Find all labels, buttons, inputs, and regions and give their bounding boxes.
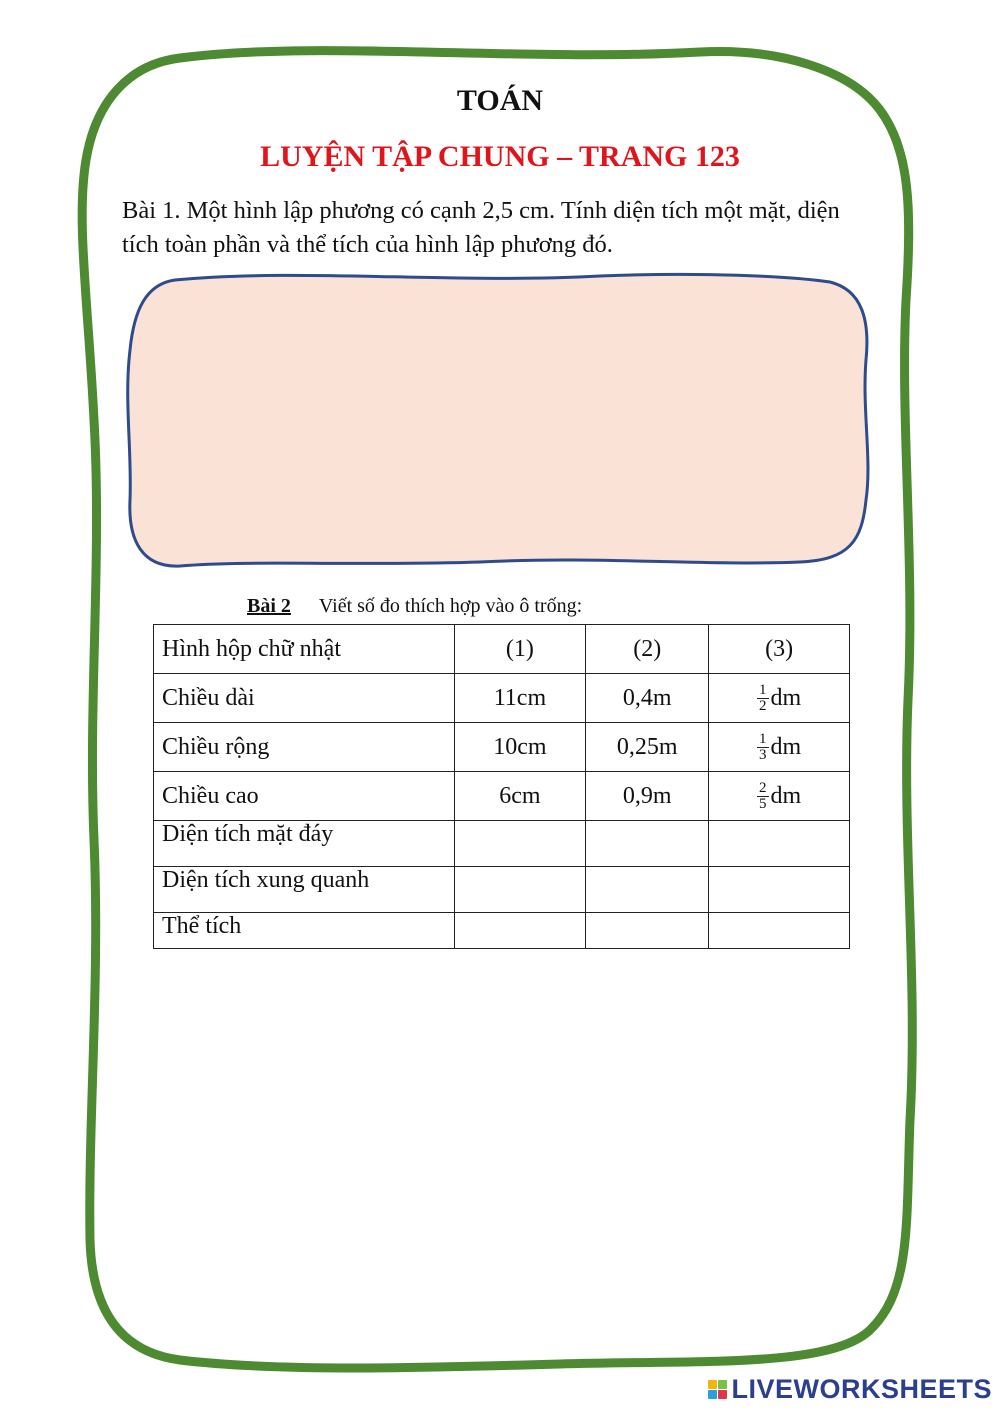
value-cell: 10cm bbox=[454, 723, 586, 772]
exercise-2-instruction: Viết số đo thích hợp vào ô trống: bbox=[318, 595, 583, 617]
answer-cell[interactable] bbox=[454, 913, 586, 949]
fraction-denominator: 3 bbox=[759, 746, 767, 763]
table-row bbox=[154, 674, 850, 723]
table-row bbox=[154, 723, 850, 772]
fraction-numerator: 1 bbox=[759, 730, 767, 747]
fraction-cell bbox=[709, 723, 850, 772]
table-row bbox=[154, 867, 850, 913]
exercise-2-label: Bài 2 bbox=[247, 595, 291, 617]
value-cell: 11cm bbox=[454, 674, 586, 723]
row-label: Diện tích xung quanh bbox=[154, 867, 455, 913]
exercise-2-table bbox=[153, 624, 850, 949]
exercise-2-heading bbox=[247, 595, 582, 618]
subject-title: TOÁN bbox=[456, 84, 544, 117]
header-cell: (2) bbox=[586, 625, 709, 674]
fraction-denominator: 5 bbox=[759, 795, 767, 812]
table-header-row bbox=[154, 625, 850, 674]
header-cell: (1) bbox=[454, 625, 586, 674]
unit-label: dm bbox=[770, 684, 802, 711]
exercise-1-text: Bài 1. Một hình lập phương có cạnh 2,5 cm. Tính diện tích một mặt, diện tích toàn phần và thể tích của hình lập phương đó. bbox=[122, 197, 840, 258]
answer-cell[interactable] bbox=[454, 821, 586, 867]
fraction-cell bbox=[709, 772, 850, 821]
brand-logo-icon bbox=[708, 1380, 727, 1399]
table-row bbox=[154, 772, 850, 821]
row-label: Chiều rộng bbox=[154, 723, 455, 772]
table-row bbox=[154, 821, 850, 867]
row-label: Diện tích mặt đáy bbox=[154, 821, 455, 867]
header-cell: Hình hộp chữ nhật bbox=[154, 625, 455, 674]
answer-cell[interactable] bbox=[454, 867, 586, 913]
answer-cell[interactable] bbox=[709, 913, 850, 949]
row-label: Thể tích bbox=[154, 913, 455, 949]
fraction-cell bbox=[709, 674, 850, 723]
value-cell: 0,9m bbox=[586, 772, 709, 821]
answer-cell[interactable] bbox=[709, 867, 850, 913]
value-cell: 0,25m bbox=[586, 723, 709, 772]
unit-label: dm bbox=[770, 733, 802, 760]
value-cell: 0,4m bbox=[586, 674, 709, 723]
fraction bbox=[757, 781, 769, 812]
table-row bbox=[154, 913, 850, 949]
answer-cell[interactable] bbox=[586, 913, 709, 949]
row-label: Chiều cao bbox=[154, 772, 455, 821]
fraction bbox=[757, 732, 769, 763]
fraction-numerator: 1 bbox=[759, 681, 767, 698]
liveworksheets-logo bbox=[708, 1374, 992, 1405]
answer-cell[interactable] bbox=[586, 821, 709, 867]
unit-label: dm bbox=[770, 782, 802, 809]
lesson-title: LUYỆN TẬP CHUNG – TRANG 123 bbox=[260, 140, 740, 173]
header-cell: (3) bbox=[709, 625, 850, 674]
brand-name: LIVEWORKSHEETS bbox=[731, 1374, 992, 1404]
row-label: Chiều dài bbox=[154, 674, 455, 723]
fraction bbox=[757, 683, 769, 714]
value-cell: 6cm bbox=[454, 772, 586, 821]
fraction-numerator: 2 bbox=[759, 779, 767, 796]
fraction-denominator: 2 bbox=[759, 697, 767, 714]
answer-cell[interactable] bbox=[709, 821, 850, 867]
answer-cell[interactable] bbox=[586, 867, 709, 913]
